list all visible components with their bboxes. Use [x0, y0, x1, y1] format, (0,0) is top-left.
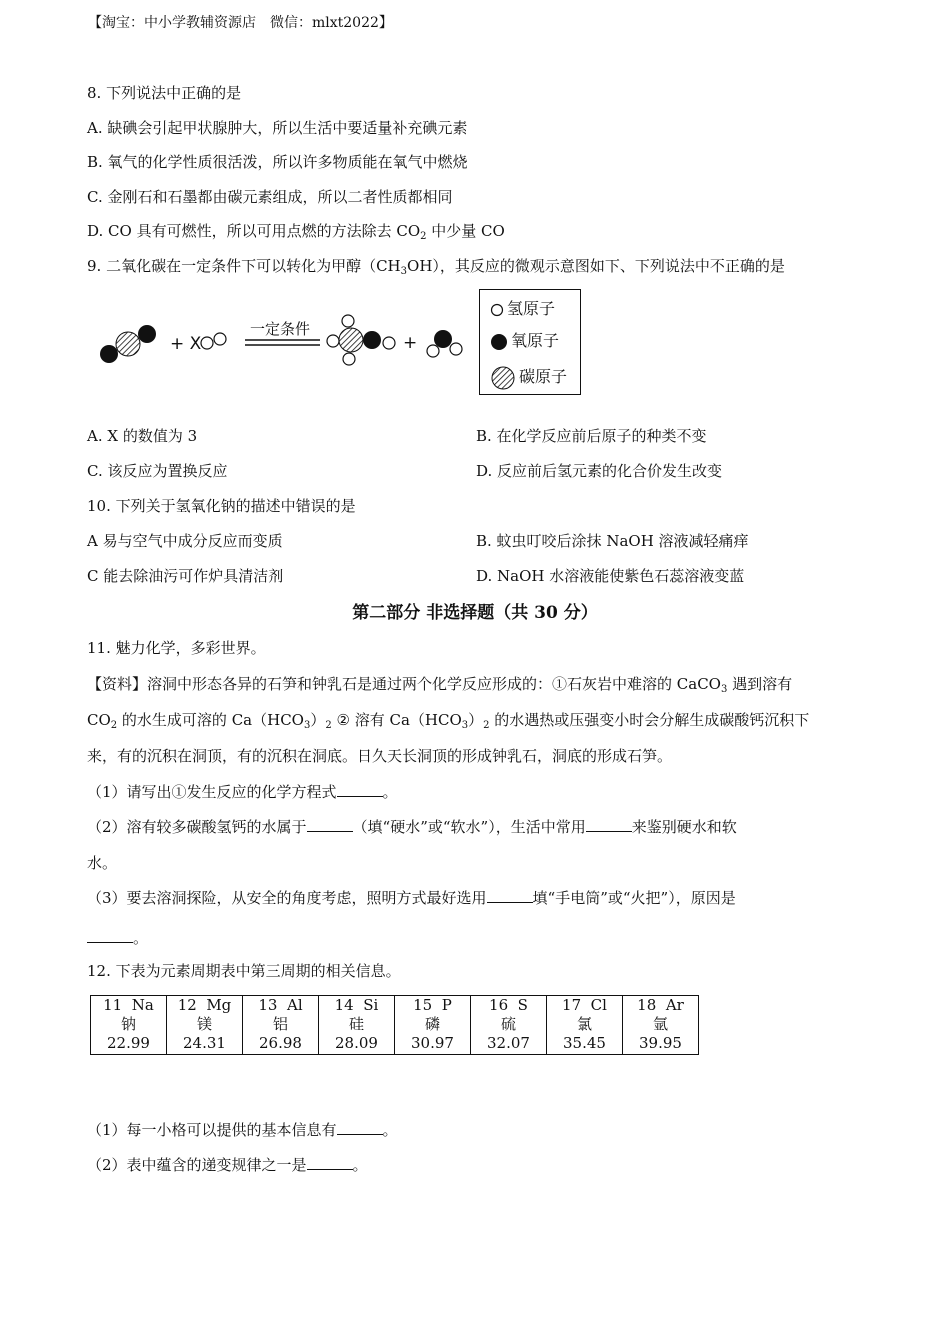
q8-stem: 8. 下列说法中正确的是 [87, 84, 242, 102]
h2-molecule-icon [201, 333, 226, 349]
water-molecule-icon [427, 330, 462, 357]
answer-blank[interactable] [87, 930, 133, 943]
element-mass: 22.99 [107, 1034, 150, 1052]
q10-option-d: D. NaOH 水溶液能使紫色石蕊溶液变蓝 [476, 567, 745, 585]
atom-legend [479, 289, 581, 395]
q9-option-c: C. 该反应为置换反应 [87, 462, 228, 480]
page-header: 【淘宝：中小学教辅资源店 微信：mlxt2022】 [88, 15, 393, 31]
element-number-symbol: 11 Na [103, 996, 154, 1014]
answer-blank[interactable] [307, 1157, 353, 1170]
element-name: 镁 [196, 1015, 212, 1033]
element-name: 硫 [500, 1015, 516, 1033]
element-mass: 30.97 [411, 1034, 454, 1052]
element-cell [243, 996, 319, 1055]
element-cell [623, 996, 699, 1055]
q11-part-3: （3）要去溶洞探险，从安全的角度考虑，照明方式最好选用 填“手电筒”或“火把”），原因是 [87, 889, 736, 907]
legend-hydrogen: 氢原子 [490, 296, 555, 319]
q8-option-d: D. CO 具有可燃性，所以可用点燃的方法除去 $CO_2$ 中少量 CO [87, 222, 505, 242]
legend-oxygen: 氧原子 [490, 328, 559, 351]
methanol-molecule-icon [327, 315, 395, 365]
q11-part-3-cont: 。 [87, 927, 148, 948]
element-mass: 24.31 [183, 1034, 226, 1052]
element-cell [167, 996, 243, 1055]
element-number-symbol: 13 Al [258, 996, 303, 1014]
element-number-symbol: 14 Si [334, 996, 379, 1014]
element-name: 氩 [652, 1015, 668, 1033]
q12-stem: 12. 下表为元素周期表中第三周期的相关信息。 [87, 962, 401, 980]
q9-stem: 9. 二氧化碳在一定条件下可以转化为甲醇$(CH_3OH)$，其反应的微观示意图如下、下列说法中不正确的是 [87, 257, 785, 277]
q10-option-b: B. 蚊虫叮咬后涂抹 NaOH 溶液减轻痛痒 [476, 532, 749, 550]
element-name: 氯 [576, 1015, 592, 1033]
q12-part-1: （1）每一小格可以提供的基本信息有 。 [87, 1121, 398, 1139]
q9-option-a: A. X 的数值为 3 [87, 427, 198, 445]
element-name: 磷 [424, 1015, 440, 1033]
condition-label: 一定条件 [250, 320, 311, 338]
q9-option-d: D. 反应前后氢元素的化合价发生改变 [476, 462, 723, 480]
element-mass: 28.09 [335, 1034, 378, 1052]
element-cell [471, 996, 547, 1055]
q8-option-b: B. 氧气的化学性质很活泼，所以许多物质能在氧气中燃烧 [87, 153, 468, 171]
carbon-atom-icon [490, 366, 516, 390]
answer-blank[interactable] [586, 819, 632, 832]
plus-label: + [403, 333, 418, 353]
element-number-symbol: 16 S [489, 996, 528, 1014]
q10-option-a: A 易与空气中成分反应而变质 [87, 532, 283, 550]
element-number-symbol: 15 P [413, 996, 452, 1014]
element-cell [547, 996, 623, 1055]
section-heading: 第二部分 非选择题（共 30 分） [352, 603, 598, 623]
answer-blank[interactable] [307, 819, 353, 832]
element-mass: 32.07 [487, 1034, 530, 1052]
q10-option-c: C 能去除油污可作炉具清洁剂 [87, 567, 284, 585]
q11-part-2-cont: 水。 [87, 854, 118, 872]
plus-x-label: + X [170, 334, 202, 354]
element-mass: 39.95 [639, 1034, 682, 1052]
answer-blank[interactable] [487, 890, 533, 903]
q11-part-2: （2）溶有较多碳酸氢钙的水属于 （填“硬水”或“软水”），生活中常用 来鉴别硬水和软 [87, 818, 737, 836]
oxygen-atom-icon [490, 333, 508, 351]
q11-stem: 11. 魅力化学，多彩世界。 [87, 639, 266, 657]
q11-part-1: （1）请写出①发生反应的化学方程式 。 [87, 783, 398, 801]
answer-blank[interactable] [337, 784, 383, 797]
element-mass: 26.98 [259, 1034, 302, 1052]
element-mass: 35.45 [563, 1034, 606, 1052]
periodic-table-row-3 [90, 995, 699, 1055]
q8-option-c: C. 金刚石和石墨都由碳元素组成，所以二者性质都相同 [87, 188, 453, 206]
hydrogen-atom-icon [490, 303, 504, 317]
legend-carbon: 碳原子 [490, 364, 567, 390]
element-name: 钠 [120, 1015, 136, 1033]
element-name: 铝 [272, 1015, 288, 1033]
q8-option-a: A. 缺碘会引起甲状腺肿大，所以生活中要适量补充碘元素 [87, 119, 468, 137]
q12-part-2: （2）表中蕴含的递变规律之一是 。 [87, 1156, 368, 1174]
element-cell [319, 996, 395, 1055]
element-cell [91, 996, 167, 1055]
element-number-symbol: 17 Cl [562, 996, 607, 1014]
answer-blank[interactable] [337, 1122, 383, 1135]
q11-info-line-2: $CO_2$ 的水生成可溶的 $Ca(HCO_3)_2$ ② 溶有 $Ca(HCO_3)_2$ 的水遇热或压强变小时会分解生成碳酸钙沉积下 [87, 711, 810, 731]
element-cell [395, 996, 471, 1055]
q11-info-line-1: 【资料】溶洞中形态各异的石笋和钟乳石是通过两个化学反应形成的：①石灰岩中难溶的 CaCO$_3$ 遇到溶有 [87, 675, 793, 695]
element-name: 硅 [348, 1015, 364, 1033]
q10-stem: 10. 下列关于氢氧化钠的描述中错误的是 [87, 497, 356, 515]
q9-option-b: B. 在化学反应前后原子的种类不变 [476, 427, 707, 445]
q11-info-line-3: 来，有的沉积在洞顶，有的沉积在洞底。日久天长洞顶的形成钟乳石，洞底的形成石笋。 [87, 747, 673, 765]
element-number-symbol: 18 Ar [637, 996, 684, 1014]
element-number-symbol: 12 Mg [177, 996, 232, 1014]
co2-molecule-icon [100, 325, 156, 363]
